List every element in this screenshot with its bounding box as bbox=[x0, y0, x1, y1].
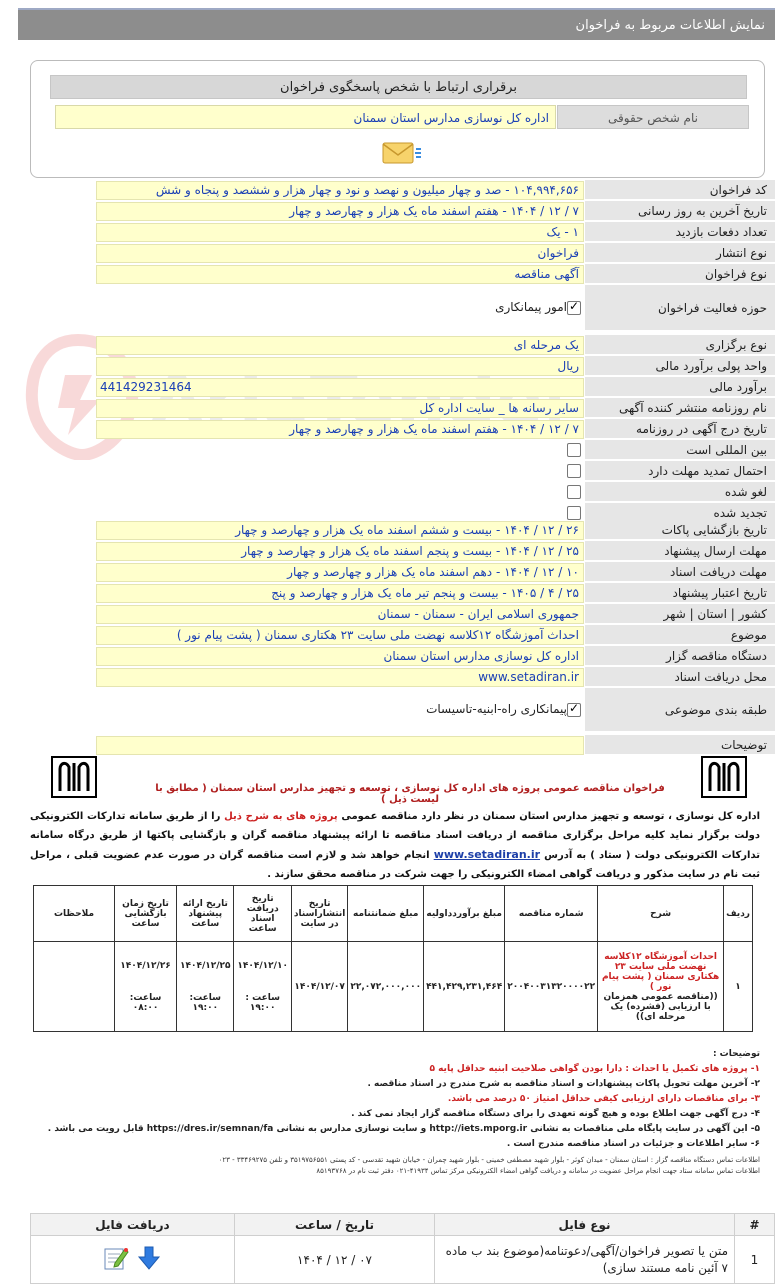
field-label: کشور | استان | شهر bbox=[585, 604, 775, 624]
field-value: ۱۰ / ۱۲ / ۱۴۰۴ - دهم اسفند ماه یک هزار و چهارصد و چهار bbox=[96, 563, 584, 582]
envelope-icon[interactable] bbox=[381, 139, 423, 167]
cancelled-checkbox[interactable] bbox=[567, 485, 581, 499]
field-label: تاریخ بازگشایی پاکات bbox=[585, 520, 775, 540]
files-col-type: نوع فایل bbox=[435, 1214, 735, 1236]
field-label: واحد پولی برآورد مالی bbox=[585, 356, 775, 376]
flag-label: لغو شده bbox=[585, 482, 775, 502]
notice-paragraph: اداره کل نوسازی ، توسعه و تجهیز مدارس استان سمنان در نظر دارد مناقصه عمومی پروژه های به شرح ذیل را از طریق سامانه تدارکات الکترونیکی دولت برگزار نماید کلیه مراحل برگزاری مناقصه از دریافت اسناد مناقصه تا ارائه پیشنهاد مناقصه گران و بازگشایی پاکتها از طریق درگاه سامانه تدارکات الکترونیکی دولت ( ستاد ) به آدرس www.setadiran.ir انجام خواهد شد و لازم است مناقصه گران در صورت عدم عضویت قبلی ، مراحل ثبت نام در سایت مذکور و دریافت گواهی امضاء الکترونیکی را جهت شرکت در مناقصه محقق سازند . bbox=[30, 811, 761, 880]
field-row-category bbox=[0, 688, 775, 732]
legal-name-label: نام شخص حقوقی bbox=[557, 105, 749, 129]
field-row-submit-deadline bbox=[0, 541, 775, 561]
field-value: ۲۶ / ۱۲ / ۱۴۰۴ - بیست و ششم اسفند ماه یک هزار و چهارصد و چهار bbox=[96, 521, 584, 540]
field-label: حوزه فعالیت فراخوان bbox=[585, 285, 775, 331]
field-label: تاریخ درج آگهی در روزنامه bbox=[585, 419, 775, 439]
flag-row-extension bbox=[0, 461, 775, 481]
field-row-call-type bbox=[0, 264, 775, 284]
files-table bbox=[30, 1213, 775, 1284]
flag-label: احتمال تمدید مهلت دارد bbox=[585, 461, 775, 481]
field-value: ریال bbox=[96, 357, 584, 376]
renewed-checkbox[interactable] bbox=[567, 506, 581, 520]
field-value[interactable]: www.setadiran.ir bbox=[96, 668, 584, 687]
field-value: جمهوری اسلامی ایران - سمنان - سمنان bbox=[96, 605, 584, 624]
field-row-hold-type bbox=[0, 335, 775, 355]
field-label: تعداد دفعات بازدید bbox=[585, 222, 775, 242]
activity-checkbox[interactable] bbox=[567, 301, 581, 315]
file-type: متن یا تصویر فراخوان/آگهی/دعوتنامه(موضوع بند ب ماده ۷ آئین نامه مستند سازی) bbox=[435, 1236, 735, 1284]
field-row-currency bbox=[0, 356, 775, 376]
field-row-organizer bbox=[0, 646, 775, 666]
category-checkbox[interactable] bbox=[567, 703, 581, 717]
field-row-docs-deadline bbox=[0, 562, 775, 582]
contact-panel bbox=[30, 60, 765, 178]
file-date: ۰۷ / ۱۲ / ۱۴۰۴ bbox=[235, 1236, 435, 1284]
field-value: 441429231464 bbox=[96, 378, 584, 397]
field-label: مهلت دریافت اسناد bbox=[585, 562, 775, 582]
field-value: ۱ - یک bbox=[96, 223, 584, 242]
category-item: پیمانکاری راه-ابنیه-تاسیسات bbox=[426, 702, 567, 716]
file-num: 1 bbox=[735, 1236, 775, 1284]
field-label: محل دریافت اسناد bbox=[585, 667, 775, 687]
files-col-download: دریافت فایل bbox=[31, 1214, 235, 1236]
notice-title: فراخوان مناقصه عمومی پروژه های اداره کل نوسازی ، توسعه و تجهیز مدارس استان سمنان ( مطابق با لیست ذیل ) bbox=[155, 783, 665, 805]
flag-row-cancelled bbox=[0, 482, 775, 502]
field-row-code bbox=[0, 180, 775, 200]
field-row-validity bbox=[0, 583, 775, 603]
field-label: دستگاه مناقصه گزار bbox=[585, 646, 775, 666]
field-value: فراخوان bbox=[96, 244, 584, 263]
page-header: نمایش اطلاعات مربوط به فراخوان bbox=[18, 8, 775, 40]
field-label: تاریخ آخرین به روز رسانی bbox=[585, 201, 775, 221]
field-value: ۱۰۴,۹۹۴,۶۵۶ - صد و چهار میلیون و نهصد و نود و چهار هزار و ششصد و پنجاه و شش bbox=[96, 181, 584, 200]
notice-list: توضیحات : ۱- پروژه های تکمیل یا احداث : دارا بودن گواهی صلاحیت ابنیه حداقل پایه ۵ ۲- آخرین مهلت تحویل پاکات پیشنهادات و اسناد مناقصه به شرح مندرج در اسناد مناقصه . ۳- برای مناقصات دارای ارزیابی کیفی حداقل امتیاز ۵۰ درصد می باشد. ۴- درج آگهی جهت اطلاع بوده و هیچ گونه تعهدی را برای دستگاه مناقصه گزار ایجاد نمی کند . ۵- این آگهی در سایت پایگاه ملی مناقصات به نشانی http://iets.mporg.ir و سایت نوسازی مدارس به نشانی https://dres.ir/semnan/fa قابل رویت می باشد . ۶- سایر اطلاعات و جزئیات در اسناد مناقصه مندرج است . bbox=[47, 1049, 760, 1149]
field-row-visits bbox=[0, 222, 775, 242]
emblem-icon bbox=[700, 755, 748, 799]
field-label: تاریخ اعتبار پیشنهاد bbox=[585, 583, 775, 603]
field-value: احداث آموزشگاه ۱۲کلاسه نهضت ملی سایت ۲۳ هکتاری سمنان ( پشت پیام نور ) bbox=[96, 626, 584, 645]
contact-heading: برقراری ارتباط با شخص پاسخگوی فراخوان bbox=[50, 75, 747, 99]
field-row-description bbox=[0, 735, 775, 755]
field-row-location bbox=[0, 604, 775, 624]
field-value: اداره کل نوسازی مدارس استان سمنان bbox=[96, 647, 584, 666]
field-label: نوع انتشار bbox=[585, 243, 775, 263]
notice-document bbox=[30, 755, 775, 1195]
field-label: کد فراخوان bbox=[585, 180, 775, 200]
activity-item: امور پیمانکاری bbox=[495, 300, 567, 314]
field-value: ۷ / ۱۲ / ۱۴۰۴ - هفتم اسفند ماه یک هزار و چهارصد و چهار bbox=[96, 420, 584, 439]
field-row-estimate bbox=[0, 377, 775, 397]
files-col-num: # bbox=[735, 1214, 775, 1236]
field-row-subject bbox=[0, 625, 775, 645]
emblem-icon bbox=[50, 755, 98, 799]
field-row-activity bbox=[0, 285, 775, 331]
field-value: آگهی مناقصه bbox=[96, 265, 584, 284]
field-label: طبقه بندی موضوعی bbox=[585, 688, 775, 732]
field-label: موضوع bbox=[585, 625, 775, 645]
field-value: ۲۵ / ۱۲ / ۱۴۰۴ - بیست و پنجم اسفند ماه یک هزار و چهارصد و چهار bbox=[96, 542, 584, 561]
legal-name-value: اداره کل نوسازی مدارس استان سمنان bbox=[55, 105, 556, 129]
notice-footer: اطلاعات تماس دستگاه مناقصه گزار : استان سمنان - میدان کوثر - بلوار شهید مصطفی خمینی - بلوار شهید چمران - خیابان شهید تقدسی - کد پستی ۳۵۱۹۷۵۶۵۵۱ و تلفن ۳۳۴۶۹۲۷۵ - ۰۲۳ اطلاعات تماس سامانه ستاد جهت انجام مراحل عضویت در سامانه و دریافت گواهی امضاء الکترونیکی مرکز تماس ۴۱۹۳۴-۰۲۱ دفتر ثبت نام در ۸۵۱۹۳۷۶۸ bbox=[218, 1156, 760, 1175]
field-row-opening bbox=[0, 520, 775, 540]
field-row-newspaper-date bbox=[0, 419, 775, 439]
flag-label: تجدید شده bbox=[585, 503, 775, 523]
field-label: نوع فراخوان bbox=[585, 264, 775, 284]
field-row-newspaper bbox=[0, 398, 775, 418]
file-actions bbox=[31, 1236, 235, 1284]
field-row-updated bbox=[0, 201, 775, 221]
international-checkbox[interactable] bbox=[567, 443, 581, 457]
files-col-date: تاریخ / ساعت bbox=[235, 1214, 435, 1236]
flag-label: بین المللی است bbox=[585, 440, 775, 460]
edit-icon[interactable] bbox=[103, 1245, 129, 1274]
field-value: ۲۵ / ۴ / ۱۴۰۵ - بیست و پنجم تیر ماه یک هزار و چهارصد و پنج bbox=[96, 584, 584, 603]
field-row-docs-place bbox=[0, 667, 775, 687]
field-label: توضیحات bbox=[585, 735, 775, 755]
field-value bbox=[96, 736, 584, 755]
extension-checkbox[interactable] bbox=[567, 464, 581, 478]
field-label: نوع برگزاری bbox=[585, 335, 775, 355]
download-icon[interactable] bbox=[136, 1245, 162, 1274]
notice-table: ردیف شرح شماره مناقصه مبلغ برآوردداولیه مبلغ ضمانتنامه تاریخ انتشاراسناد در سایت تاریخ دریافت اسناد ساعت تاریخ ارائه پیشنهاد ساعت تاریخ زمان بازگشایی ساعت ملاحظات ۱ احداث آموزشگاه ۱۲کلاسه نهضت ملی سایت ۲۳ هکتاری سمنان ( پشت پیام نور ) ((مناقصه عمومی همزمان با ارزیابی (فشرده) یک مرحله ای)) ۲۰۰۴۰۰۳۱۳۲۰۰۰۰۲۲ ۴۴۱,۴۲۹,۲۳۱,۴۶۴ ۲۲,۰۷۲,۰۰۰,۰۰۰ ۱۴۰۴/۱۲/۰۷ ۱۴۰۴/۱۲/۱۰ ساعت : ۱۹:۰۰ ۱۴۰۴/۱۲/۲۵ ساعت: ۱۹:۰۰ ۱۴۰۴/۱۲/۲۶ ساعت: ۰۸:۰۰ bbox=[33, 885, 753, 1032]
flag-row-international bbox=[0, 440, 775, 460]
field-label: مهلت ارسال پیشنهاد bbox=[585, 541, 775, 561]
field-value: ۷ / ۱۲ / ۱۴۰۴ - هفتم اسفند ماه یک هزار و چهارصد و چهار bbox=[96, 202, 584, 221]
table-row bbox=[31, 1236, 775, 1284]
field-value: یک مرحله ای bbox=[96, 336, 584, 355]
field-label: نام روزنامه منتشر کننده آگهی bbox=[585, 398, 775, 418]
field-label: برآورد مالی bbox=[585, 377, 775, 397]
field-row-publish-type bbox=[0, 243, 775, 263]
field-value: سایر رسانه ها _ سایت اداره کل bbox=[96, 399, 584, 418]
